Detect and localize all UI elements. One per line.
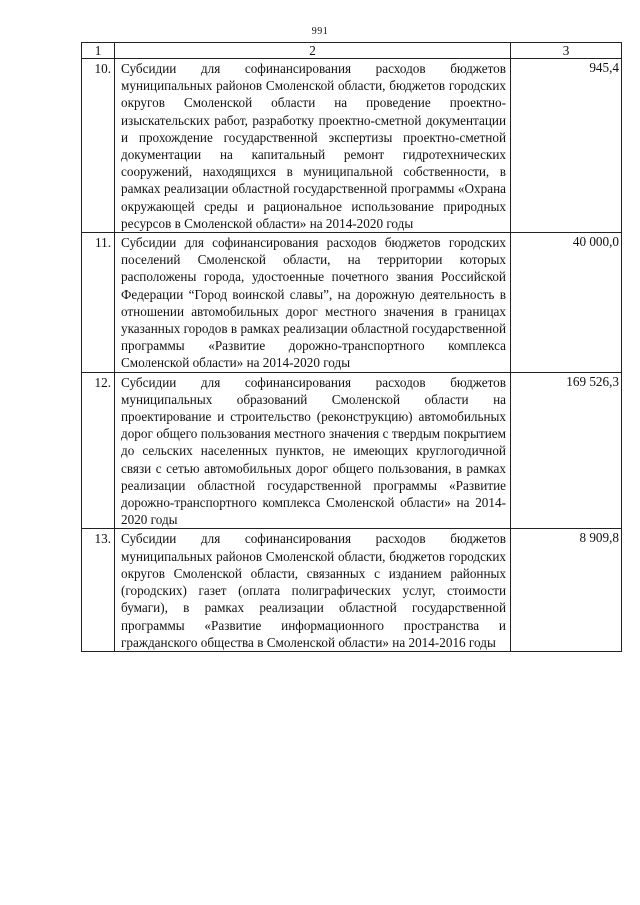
row-description: Субсидии для софинансирования расходов бюджетов городских поселений Смоленской области, на территории которых расположены города, удостоенные почетного звания Российской Федерации “Город воинской славы”, на дорожную деятельность в отношении автомобильных дорог местного значения в границах указанных городов в рамках реализации областной государственной программы «Развитие дорожно-транспортного комплекса Смоленской области» на 2014-2020 годы — [115, 233, 511, 373]
header-col-1: 1 — [82, 43, 115, 59]
header-col-3: 3 — [511, 43, 622, 59]
subsidies-table — [81, 42, 622, 652]
row-description: Субсидии для софинансирования расходов бюджетов муниципальных районов Смоленской области, бюджетов городских округов Смоленской области на проведение проектно-изыскательских работ, разработку проектно-сметной документации и прохождение государственной экспертизы проектно-сметной документации на капитальный ремонт гидротехнических сооружений, находящихся в муниципальной собственности, в рамках реализации областной государственной программы «Охрана окружающей среды и рациональное использование природных ресурсов в Смоленской области» на 2014-2020 годы — [115, 59, 511, 233]
table-header-row — [82, 43, 622, 59]
row-number: 11. — [82, 233, 115, 373]
table-row — [82, 233, 622, 373]
header-col-2: 2 — [115, 43, 511, 59]
row-description: Субсидии для софинансирования расходов бюджетов муниципальных районов Смоленской области, бюджетов городских округов Смоленской области, связанных с изданием районных (городских) газет (оплата полиграфических услуг, стоимости бумаги), в рамках реализации областной государственной программы «Развитие информационного пространства и гражданского общества в Смоленской области» на 2014-2016 годы — [115, 529, 511, 651]
row-number: 12. — [82, 372, 115, 529]
row-amount: 40 000,0 — [511, 233, 622, 373]
table-row — [82, 372, 622, 529]
row-number: 13. — [82, 529, 115, 651]
row-amount: 8 909,8 — [511, 529, 622, 651]
table-row — [82, 59, 622, 233]
row-amount: 945,4 — [511, 59, 622, 233]
row-description: Субсидии для софинансирования расходов бюджетов муниципальных образований Смоленской области на проектирование и строительство (реконструкцию) автомобильных дорог общего пользования местного значения с твердым покрытием до сельских населенных пунктов, не имеющих круглогодичной связи с сетью автомобильных дорог общего пользования, в рамках реализации областной государственной программы «Развитие дорожно-транспортного комплекса Смоленской области» на 2014-2020 годы — [115, 372, 511, 529]
row-amount: 169 526,3 — [511, 372, 622, 529]
row-number: 10. — [82, 59, 115, 233]
page-number: 991 — [311, 26, 329, 37]
table-row — [82, 529, 622, 651]
